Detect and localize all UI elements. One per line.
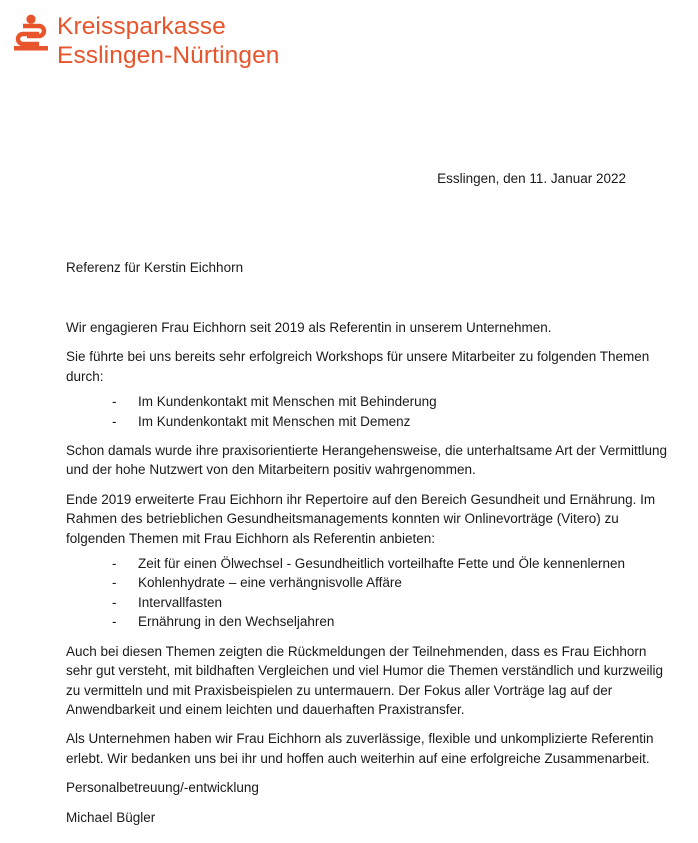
list-item: - Kohlenhydrate – eine verhängnisvolle Affäre — [66, 573, 672, 592]
bank-name-line2: Esslingen-Nürtingen — [57, 42, 280, 69]
workshop-topics-list — [66, 392, 672, 431]
list-item: - Ernährung in den Wechseljahren — [66, 612, 672, 631]
paragraph-intro: Wir engagieren Frau Eichhorn seit 2019 als Referentin in unserem Unternehmen. — [66, 320, 552, 335]
letter-subject: Referenz für Kerstin Eichhorn — [66, 260, 244, 275]
bank-name — [57, 12, 280, 70]
list-item: - Im Kundenkontakt mit Menschen mit Demenz — [66, 412, 672, 431]
list-item: - Im Kundenkontakt mit Menschen mit Behinderung — [66, 392, 672, 411]
sparkasse-s-logo-icon — [14, 14, 48, 54]
list-item: - Zeit für einen Ölwechsel - Gesundheitlich vorteilhafte Fette und Öle kennenlernen — [66, 554, 672, 573]
health-topics-list — [66, 554, 672, 632]
bullet-dash: - — [112, 413, 117, 429]
paragraph-health-topics: Ende 2019 erweiterte Frau Eichhorn ihr Repertoire auf den Bereich Gesundheit und Ernährung. Im Rahmen des betrieblichen Gesundheitsmanagements konnten wir Onlinevorträge (Vitero) zu folgenden Themen mit Frau Eichhorn als Referentin anbieten: — [66, 491, 656, 546]
bullet-dash: - — [112, 556, 117, 572]
letter-date: Esslingen, den 11. Januar 2022 — [437, 171, 626, 186]
signature-department: Personalbetreuung/-entwicklung — [66, 780, 259, 796]
bank-logo — [14, 12, 280, 70]
paragraph-closing: Als Unternehmen haben wir Frau Eichhorn als zuverlässige, flexible und unkomplizierte Referentin erlebt. Wir bedanken uns bei ihr und hoffen auch weiterhin auf eine erfolgreiche Zusammenarbeit. — [66, 731, 654, 766]
bank-name-line1: Kreissparkasse — [57, 13, 226, 40]
list-item: - Intervallfasten — [66, 593, 672, 612]
bullet-dash: - — [112, 614, 117, 630]
signature-name: Michael Bügler — [66, 809, 156, 825]
bullet-dash: - — [112, 575, 117, 591]
paragraph-feedback: Auch bei diesen Themen zeigten die Rückmeldungen der Teilnehmenden, dass es Frau Eichhorn sehr gut versteht, mit bildhaften Vergleichen und viel Humor die Themen verständlich und kurzweilig zu vermitteln und mit Praxisbeispielen zu untermauern. Der Fokus aller Vorträge lag auf der Anwendbarkeit und einem leichten und dauerhaften Praxistransfer. — [66, 643, 664, 717]
bullet-dash: - — [112, 394, 117, 410]
bullet-dash: - — [112, 594, 117, 610]
paragraph-workshops: Sie führte bei uns bereits sehr erfolgreich Workshops für unsere Mitarbeiter zu folgenden Themen durch: — [66, 349, 650, 384]
letter-body — [66, 318, 672, 837]
paragraph-perception: Schon damals wurde ihre praxisorientierte Herangehensweise, die unterhaltsame Art der Vermittlung und der hohe Nutzwert von den Mitarbeitern positiv wahrgenommen. — [66, 443, 668, 478]
